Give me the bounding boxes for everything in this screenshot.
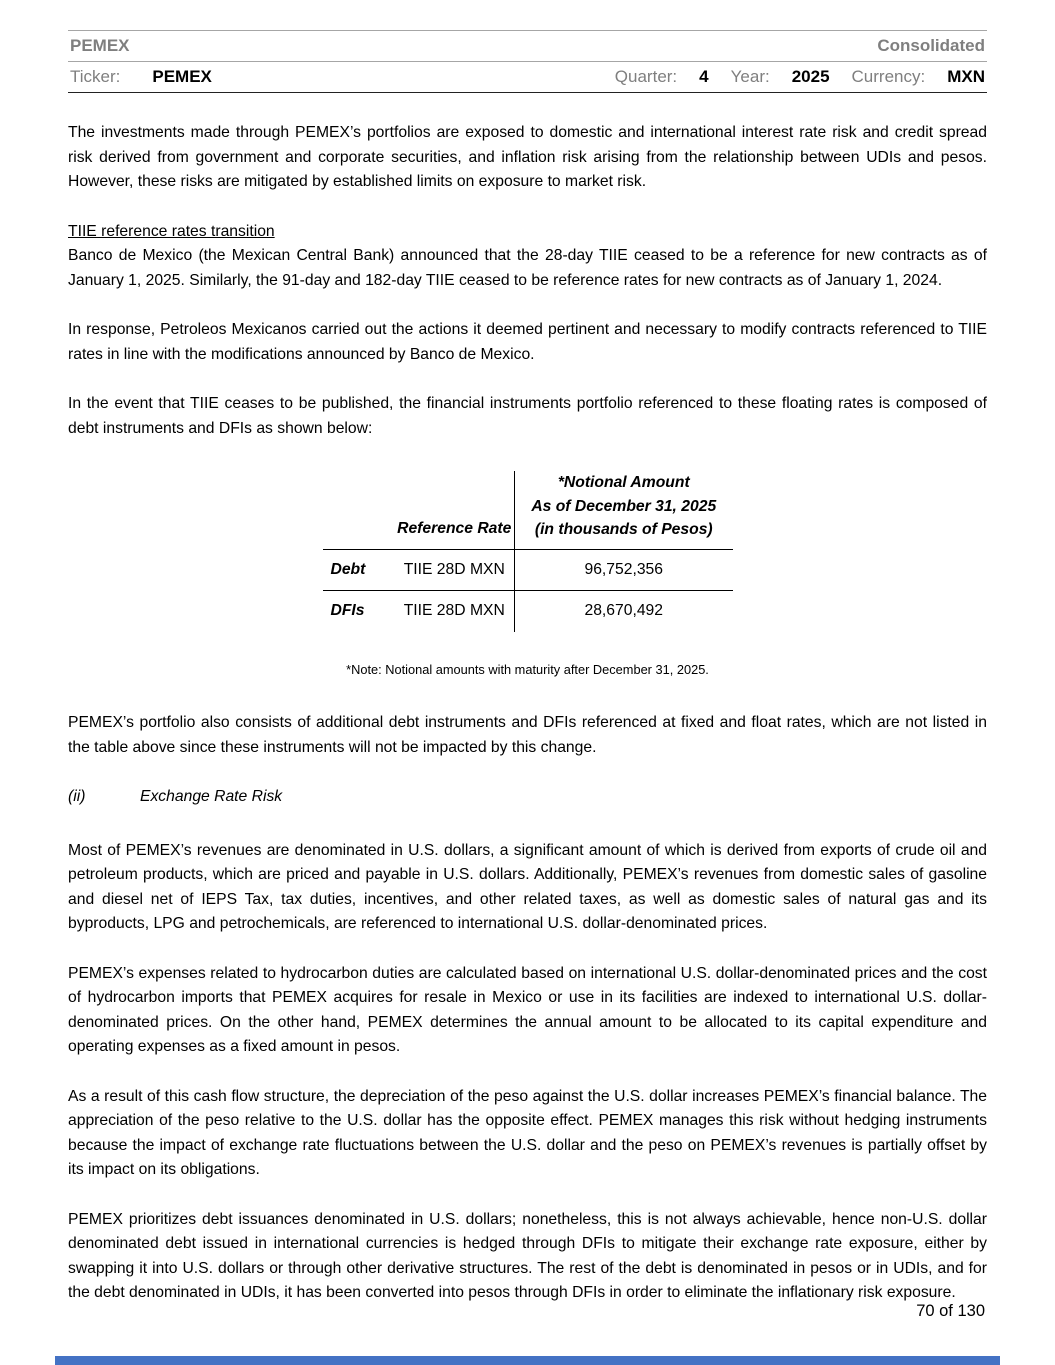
consolidated-label: Consolidated	[877, 36, 985, 55]
notional-amount-table	[323, 471, 733, 632]
paragraph-investments: The investments made through PEMEX’s portfolios are exposed to domestic and international interest rate risk and credit spread risk derived from government and corporate securities, and inflation risk arising from the relationship between UDIs and pesos. However, these risks are mitigated by established limits on exposure to market risk.	[68, 124, 987, 190]
notional-header-line1: *Notional Amount	[557, 474, 690, 491]
ticker-value: PEMEX	[152, 67, 212, 86]
period-group	[615, 67, 985, 87]
ticker-label: Ticker:	[70, 67, 121, 86]
row-reference-rate: TIIE 28D MXN	[395, 591, 515, 632]
page-number: 70 of 130	[916, 1302, 985, 1320]
header-meta-row	[68, 62, 987, 92]
currency-label: Currency:	[851, 67, 926, 86]
row-label: DFIs	[330, 602, 365, 619]
brand-label: PEMEX	[70, 36, 130, 55]
bottom-blue-bar	[55, 1356, 1000, 1365]
ticker-group	[70, 67, 212, 87]
notional-header-line2: As of December 31, 2025	[531, 497, 717, 515]
paragraph-cashflow: As a result of this cash flow structure, the depreciation of the peso against the U.S. dollar increases PEMEX’s financial balance. The appreciation of the peso relative to the U.S. dollar has the opposite effect. PEMEX manages this risk without hedging instruments because the impact of exchange rate fluctuations between the U.S. dollar and the peso on PEMEX’s revenues is partially offset by its impact on its obligations.	[68, 1087, 987, 1178]
table-header-row	[323, 471, 733, 549]
report-header	[68, 30, 987, 93]
currency-value: MXN	[947, 67, 985, 86]
empty-header-cell	[323, 471, 395, 549]
paragraph-portfolio: PEMEX’s portfolio also consists of additional debt instruments and DFIs referenced at fixed and float rates, which are not listed in the table above since these instruments will not be impacted by this change.	[68, 714, 987, 756]
quarter-label: Quarter:	[614, 67, 678, 86]
paragraph-revenues: Most of PEMEX’s revenues are denominated in U.S. dollars, a significant amount of which is derived from exports of crude oil and petroleum products, which are priced and payable in U.S. dollars. Additionally, PEMEX’s revenues from domestic sales of gasoline and diesel net of IEPS Tax, tax duties, incentives, and other related taxes, as well as domestic sales of natural gas and its byproducts, LPG and petrochemicals, are referenced to international U.S. dollar-denominated prices.	[68, 841, 987, 932]
header-brand-row	[68, 31, 987, 61]
year-value: 2025	[791, 67, 830, 86]
paragraph-expenses: PEMEX’s expenses related to hydrocarbon duties are calculated based on international U.S. dollar-denominated prices and the cost of hydrocarbon imports that PEMEX acquires for resale in Mexico or use in its facilities are indexed to international U.S. dollar-denominated prices. On the other hand, PEMEX determines the annual amount to be allocated to its capital expenditure and operating expenses as a fixed amount in pesos.	[68, 964, 987, 1055]
table-row-debt	[323, 549, 733, 591]
paragraph-response: In response, Petroleos Mexicanos carried out the actions it deemed pertinent and necessary to modify contracts referenced to TIIE rates in line with the modifications announced by Banco de Mexico.	[68, 321, 987, 363]
table-row-dfis	[323, 591, 733, 632]
section-ii-title: Exchange Rate Risk	[140, 788, 283, 805]
notional-amount-header	[515, 471, 733, 549]
table-note: *Note: Notional amounts with maturity after December 31, 2025.	[346, 661, 709, 677]
section-ii-heading	[68, 785, 987, 810]
quarter-value: 4	[699, 67, 709, 86]
row-label: Debt	[323, 549, 395, 591]
row-amount: 96,752,356	[515, 549, 733, 591]
paragraph-prioritizes: PEMEX prioritizes debt issuances denominated in U.S. dollars; nonetheless, this is not always achievable, hence non-U.S. dollar denominated debt issued in international currencies is hedged through DFIs to mitigate their exchange rate exposure, either by swapping it into U.S. dollars or through other derivative structures. The rest of the debt is denominated in pesos or in UDIs, and for the debt denominated in UDIs, it has been converted into pesos through DFIs in order to eliminate the inflationary risk exposure.	[68, 1210, 987, 1301]
paragraph-banco-de-mexico: Banco de Mexico (the Mexican Central Bank) announced that the 28-day TIIE ceased to be a reference for new contracts as of January 1, 2025. Similarly, the 91-day and 182-day TIIE ceased to be reference rates for new contracts as of January 1, 2024.	[68, 247, 987, 289]
notional-header-line3: (in thousands of Pesos)	[534, 521, 713, 538]
row-reference-rate: TIIE 28D MXN	[395, 549, 515, 591]
header-bottom-rule	[68, 92, 987, 93]
tiie-transition-heading: TIIE reference rates transition	[68, 222, 275, 240]
year-label: Year:	[730, 67, 770, 86]
paragraph-event: In the event that TIIE ceases to be published, the financial instruments portfolio referenced to these floating rates is composed of debt instruments and DFIs as shown below:	[68, 395, 987, 437]
document-body	[68, 121, 987, 1306]
reference-rate-header-label: Reference Rate	[397, 520, 512, 537]
row-amount: 28,670,492	[584, 602, 663, 619]
section-ii-number: (ii)	[68, 788, 86, 805]
reference-rate-header	[395, 471, 515, 549]
